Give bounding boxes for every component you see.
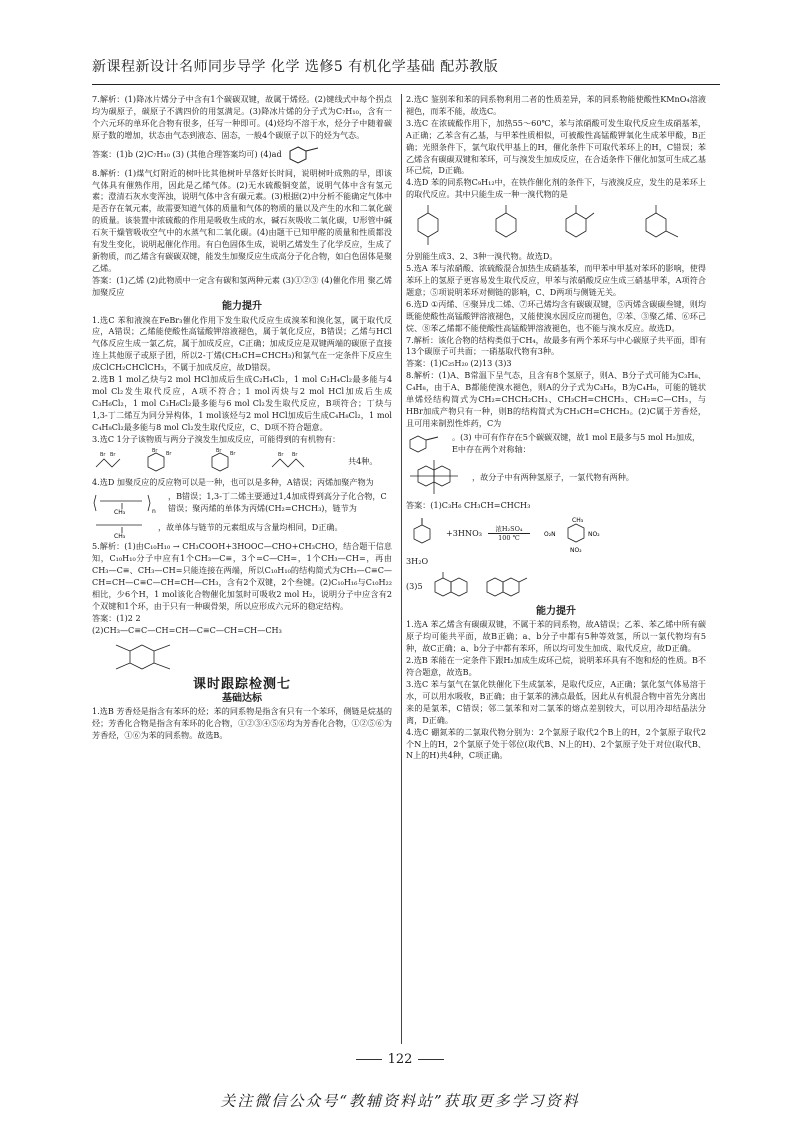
page-number [0,1052,800,1067]
basic-4: 4.选D 苯的同系物C₉H₁₂中，在铁作催化剂的条件下，与液溴反应，发生的是苯环上的取代反应。其中只能生成一种一溴代物的是 [406,177,706,200]
ability2-4: 4.选C 硼氮苯的二氯取代物分别为：2个氯原子取代2个B上的H，2个氯原子取代2个N上的H，2个氯原子处于邻位(取代B、N上的H)、2个氯原子处于对位(取代B、N上的H)共4种，C项正确。 [406,726,706,761]
svg-text:NO₂: NO₂ [587,530,600,538]
svg-text:CH₃: CH₃ [114,533,126,541]
svg-text:NO₂: NO₂ [569,546,582,554]
nitration-equation [406,514,706,554]
ability-3: 3.选C 1分子该物质与两分子溴发生加成反应，可能得到的有机物有： [92,433,341,444]
basic-2: 2.选C 鉴别苯和苯的同系物利用二者的性质差异，苯的同系物能使酸性KMnO₄溶液褪色，而苯不能，故选C。 [406,94,706,116]
ability-1: 1.选C 苯和液溴在FeBr₃催化作用下发生取代反应生成溴苯和溴化氢，属于取代反应，A错误；乙烯能使酸性高锰酸钾溶液褪色，属于氧化反应，B错误；乙烯与HCl气体反应生成一氯乙烷，属于加成反应，C正确；加成反应是双键两端的碳原子直接连上其他原子或原子团，所以2-丁烯(CH₃CH=CHCH₃)和氯气在一定条件下反应生成ClCH₂CHClCH₃，不属于加成反应，故D错误。 [92,314,392,373]
svg-text:Br: Br [166,451,172,458]
answer-8r-3 [406,570,706,604]
answer-8r: 答案：(1)C₃H₆ CH₃CH=CHCH₃ [406,499,531,510]
basic-6: 6.选D ①丙烯、④聚异戊二烯、⑦环己烯均含有碳碳双键，⑤丙烯含碳碳叁键，则均既能使酸性高锰酸钾溶液褪色，又能使溴水因反应而褪色，②苯、③聚乙烯、⑥环己烷、⑧苯乙烯都不能使酸性高锰酸钾溶液褪色，也不能与溴水反应。故选D。 [406,298,706,333]
naphthalene-axes-icon [406,458,466,498]
svg-text:CH₃: CH₃ [114,509,126,517]
polypropylene-structure-icon [92,491,162,515]
answer-8r-b: 。(3) 中可有作存在5个碳碳双键，故1 mol E最多与5 mol H₂加成，E中存在两个对称轴： [452,431,701,454]
condition-bottom: 100 ℃ [498,534,520,543]
section-ability-improve-2: 能力提升 [536,605,576,617]
section-ability-improve: 能力提升 [222,300,262,312]
svg-text:Br: Br [110,452,116,459]
page-number-rule-left [356,1059,382,1060]
basic-3: 3.选C 在浓硫酸作用下，加热55～60℃，苯与浓硝酸可发生取代反应生成硝基苯，A正确；乙苯含有乙基，与甲苯性质相似，可被酸性高锰酸钾氧化生成苯甲酸，B正确；光照条件下，氯气取代甲基上的H，催化条件下可取代苯环上的H，C错误；苯乙烯含有碳碳双键和苯环，可与溴发生加成反应，在合适条件下催化加氢可生成乙基环己烷，D正确。 [406,117,706,176]
dibromo-products-icon [92,447,342,475]
page-header: 新课程新设计名师同步导学 化学 选修5 有机化学基础 配苏教版 [92,59,499,75]
basic-5: 5.选A 苯与浓硝酸、浓硫酸混合加热生成硝基苯，而甲苯中甲基对苯环的影响，使得苯环上的氢原子更容易发生取代反应，甲苯与浓硝酸反应生成三硝基甲苯，A项符合题意；⑤项说明苯环对侧链的影响，C、D两项与侧链无关。 [406,263,706,297]
answer-5-analysis: 5.解析：(1)由C₁₀H₁₀ → CH₃COOH+3HOOC—CHO+CH₃CHO，结合题干信息知，C₁₀H₁₀分子中应有1个CH₃—C≡，3个=C—CH=，1个CH₃—CH=，再由CH₃—C≡、CH₃—CH=只能连接在两端，所以C₁₀H₁₀的结构简式为CH₃—C≡C—CH=CH—C≡C—CH=CH—CH₃，含有2个双键，2个叁键。(2)C₁₀H₁₆与C₁₀H₂₂相比，少6个H，1 mol该化合物催化加氢时可吸收2 mol H₂，说明分子中应含有2个双键和1个环，由于只有一种碳骨架，所以应形成六元环的稳定结构。 [92,541,392,611]
right-column [406,94,706,762]
toluene-structure-icon [406,432,446,456]
ability2-1: 1.选A 苯乙烯含有碳碳双键，不属于苯的同系物，故A错误；乙苯、苯乙烯中所有碳原子均可能共平面，故B正确；a、b分子中都有5种等效氢，所以一氯代物均有5种，故C正确；a、b分子中都有苯环，所以均可发生加成、取代反应，故D正确。 [406,619,706,654]
answer-5-part1: 答案：(1)2 2 [92,612,141,623]
column-divider [401,94,402,1044]
answer-8r-c: ，故分子中有两种氢原子，一氯代物有两种。 [472,471,634,482]
footer-note: 关注微信公众号“教辅资料站”获取更多学习资料 [220,1092,580,1110]
ability-4-b: ，B错误；1,3-丁二烯主要通过1,4加成得到高分子化合物，C错误；聚丙烯的单体为丙烯(CH₂=CHCH₃)，链节为 [168,491,387,514]
answer-8-analysis: 8.解析：(1)煤气灯附近的树叶比其他树叶早落好长时间，说明树叶成熟的早，即该气体具有催熟作用，因此是乙烯气体。(2)无水硫酸铜变蓝，说明气体中含有氢元素；澄清石灰水变浑浊，说明气体中含有碳元素。(3)根据(2)中分析不能确定气体中是否存在氧元素，故需要知道气体的质量和气体的物质的量以及产生的水和二氧化碳的质量。该装置中浓硫酸的作用是吸收生成的水，碱石灰吸收二氧化碳，U形管中碱石灰干燥管吸收空气中的水蒸气和二氧化碳。(4)由题干已知甲醛的质量和性质都没有发生变化，说明起催化作用。有白色固体生成，说明乙烯发生了化学反应，生成了新物质，而乙烯含有碳碳双键，能发生加聚反应生成高分子化合物，如白色固体是聚乙烯。 [92,167,392,273]
water-product: 3H₂O [406,555,429,566]
svg-text:Br: Br [278,452,284,459]
tnt-structure-icon [536,514,616,554]
answer-7r-analysis: 7.解析：该化合物的结构类似于CH₄，故最多有两个苯环与中心碳原子共平面，即有13个碳原子可共面；一硝基取代物有3种。 [406,334,706,357]
answer-5-ring [92,639,392,675]
answer-8r-b-row [406,432,706,456]
cyclohexadiene-structure-icon [92,639,202,675]
answer-5-eq: (2)CH₃—C≡C—CH=CH—C≡C—CH=CH—CH₃ [92,624,282,635]
svg-text:Br: Br [100,452,106,459]
svg-text:Br: Br [292,452,298,459]
page-number-text: 122 [387,1052,413,1067]
chain-unit-formula [92,517,392,539]
left-column [92,94,392,742]
ability-4: 4.选D 加聚反应的反应物可以是一种，也可以是多种，A错误；丙烯加聚产物为 [92,477,374,488]
symmetry-axes [406,458,706,498]
header-rule [92,84,720,85]
answer-8r-analysis: 8.解析：(1)A、B常温下呈气态，且含有8个氢原子，则A、B分子式可能为C₃H₈、C₄H₈，由于A、B都能使溴水褪色，则A的分子式为C₃H₆，B为C₄H₈，可能的链状单烯烃结构简式为CH₂=CHCH₂CH₃、CH₃CH=CHCH₃、CH₂=C—CH₃，与HBr加成产物只有一种，则B的结构简式为CH₃CH=CHCH₃。(2)C属于芳香烃，且可用来制烈性炸药，C为 [406,370,706,428]
condition-top: 浓H₂SO₄ [495,525,523,534]
ability-3-tail: 共4种。 [348,455,378,466]
ability-3-structures [92,447,392,475]
answer-7r: 答案：(1)C₂₅H₂₀ (2)13 (3)3 [406,358,512,369]
answer-8: 答案：(1)乙烯 (2)此物质中一定含有碳和氢两种元素 (3)①②③ (4)催化作用 聚乙烯 加聚反应 [92,274,392,297]
nitric-acid: +3HNO₃ [446,527,482,538]
chloronaphthalene-structures-icon [429,570,539,604]
svg-text:Br: Br [230,451,236,458]
ability2-2: 2.选B 苯能在一定条件下跟H₂加成生成环己烷，说明苯环具有不饱和烃的性质。B不符合题意，故选B。 [406,655,706,678]
basic-1: 1.选B 芳香烃是指含有苯环的烃；苯的同系物是指含有只有一个苯环，侧链是烷基的烃；芳香化合物是指含有苯环的化合物，①②③④⑤⑥均为芳香化合物，①②⑤⑥为芳香烃，①⑥为苯的同系物。故选B。 [92,706,392,741]
section-basic: 基础达标 [222,692,262,704]
chain-unit-structure-icon [92,517,152,539]
toluene-structure-icon [288,144,328,166]
toluene-structure-icon [406,517,440,551]
section-tracking-test: 课时跟踪检测七 [192,676,291,692]
basic-4-structures [406,203,706,249]
reaction-condition [488,525,530,542]
c9h12-isomers-icon [406,203,696,249]
svg-text:n: n [152,508,156,516]
svg-text:O₂N: O₂N [543,530,556,538]
svg-text:Br: Br [152,448,158,455]
svg-text:Br: Br [216,448,222,455]
polypropylene-formula [92,491,392,515]
answer-7: 答案：(1)b (2)C₇H₁₀ (3) (其他合理答案均可) (4)ad [92,148,282,159]
page-number-rule-right [418,1059,444,1060]
answer-7-row [92,144,392,166]
ability-4-c: ，故单体与链节的元素组成与含量均相同，D正确。 [158,522,343,533]
basic-4-b: 分别能生成3、2、3种一溴代物。故选D。 [406,251,558,262]
ability-2: 2.选B 1 mol乙炔与2 mol HCl加成后生成C₂H₄Cl₂，1 mol C₂H₄Cl₂最多能与4 mol Cl₂发生取代反应，A项不符合；1 mol丙炔与2 mol HCl加成后生成C₃H₆Cl₂，1 mol C₃H₆Cl₂最多能与6 mol Cl₂发生取代反应，B项符合；丁炔与1,3-丁二烯互为同分异构体，1 mol该烃与2 mol HCl加成后生成C₄H₈Cl₂，1 mol C₄H₈Cl₂最多能与8 mol Cl₂发生取代反应，C、D项不符合题意。 [92,374,392,432]
answer-8r-3-label: (3)5 [406,580,423,591]
answer-7-analysis: 7.解析：(1)降冰片烯分子中含有1个碳碳双键，故属于烯烃。(2)键线式中每个拐点均为碳原子，碳原子不满四价的用氢满足。(3)降冰片烯的分子式为C₇H₁₀，含有一个六元环的单环化合物有很多，任写一种即可。(4)烃均不溶于水，烃分子中随着碳原子数的增加，状态由气态到液态、固态，一般4个碳原子以下的烃为气态。 [92,94,392,140]
ability2-3: 3.选C 苯与氯气在氯化铁催化下生成氯苯，是取代反应，A正确；氯化氢气体易溶于水，可以用水吸收，B正确；由于氯苯的沸点最低，因此从有机混合物中首先分离出来的是氯苯，C错误；邻二氯苯和对二氯苯的熔点差别较大，可以用冷却结晶法分离，D正确。 [406,679,706,725]
svg-text:CH₃: CH₃ [571,516,584,524]
